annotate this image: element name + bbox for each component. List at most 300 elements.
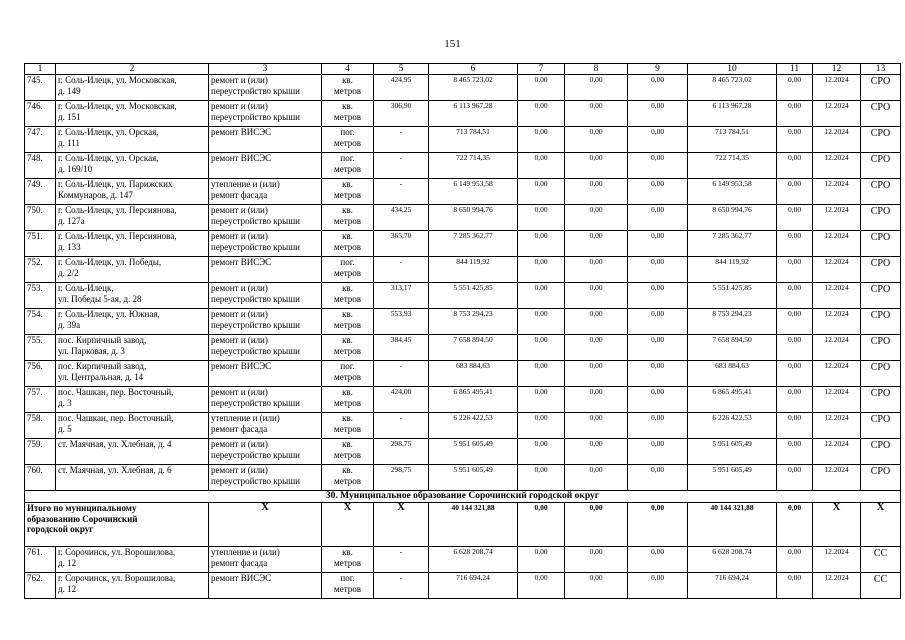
unit-cell-text: метров — [334, 557, 361, 568]
unit-cell-text: кв. — [342, 465, 353, 475]
other-cell-text: 0,00 — [787, 283, 802, 292]
area-cell-text: - — [399, 179, 403, 188]
row-number-cell-text: 753. — [27, 283, 43, 293]
regional-budget-cell — [565, 465, 628, 491]
table-row — [25, 231, 901, 257]
address-cell-text: д. 12 — [58, 557, 77, 568]
fund-cell — [518, 439, 565, 465]
address-cell-text: г. Сорочинск, ул. Ворошилова, — [58, 573, 176, 583]
address-cell — [56, 101, 209, 127]
total-cost-cell-text: 5 951 605,49 — [453, 465, 493, 474]
area-cell-text: 306,90 — [390, 101, 412, 110]
address-cell — [56, 231, 209, 257]
address-cell — [56, 283, 209, 309]
address-cell-text: д. 3 — [58, 397, 72, 408]
other-cell-text: 0,00 — [787, 257, 802, 266]
regional-budget-cell-text: 0,00 — [589, 413, 603, 422]
method-cell-text: СРО — [870, 154, 891, 165]
total-cost-cell-text: 6 226 422,53 — [453, 413, 493, 422]
table-row — [25, 153, 901, 179]
deadline-cell — [813, 309, 861, 335]
fund-cell — [518, 573, 565, 599]
address-cell — [56, 309, 209, 335]
regional-budget-cell-text: 0,00 — [589, 127, 603, 136]
total-cell: 40 144 321,88 — [429, 503, 518, 547]
row-number-cell-text: 745. — [27, 75, 43, 85]
unit-cell-text: кв. — [342, 335, 353, 345]
address-cell-text: ст. Маячная, ул. Хлебная, д. 6 — [58, 465, 172, 475]
owners-funds-cell-text: 5 951 605,49 — [712, 465, 752, 474]
fund-cell — [518, 179, 565, 205]
work-type-cell-text: ремонт и (или) — [211, 205, 268, 215]
table-row — [25, 205, 901, 231]
local-budget-cell — [628, 309, 688, 335]
deadline-cell — [813, 439, 861, 465]
other-cell — [777, 75, 813, 101]
fund-cell — [518, 465, 565, 491]
regional-budget-cell — [565, 361, 628, 387]
total-cell: X — [861, 503, 901, 547]
row-number-cell — [25, 205, 56, 231]
total-cost-cell — [429, 205, 518, 231]
row-number-cell-text: 755. — [27, 335, 43, 345]
work-type-cell — [209, 309, 322, 335]
work-type-cell — [209, 231, 322, 257]
area-cell-text: - — [399, 547, 403, 556]
regional-budget-cell-text: 0,00 — [589, 153, 603, 162]
method-cell-text: СРО — [870, 284, 891, 295]
total-cell: X — [209, 503, 322, 547]
work-type-cell-text: ремонт и (или) — [211, 387, 268, 397]
total-cost-cell-text: 6 113 967,28 — [453, 101, 493, 110]
address-cell-text: г. Сорочинск, ул. Ворошилова, — [58, 547, 176, 557]
owners-funds-cell — [688, 465, 777, 491]
method-cell — [861, 309, 901, 335]
method-cell — [861, 179, 901, 205]
deadline-cell-text: 12.2024 — [824, 205, 849, 214]
area-cell — [374, 547, 429, 573]
col-num: 12 — [813, 64, 861, 75]
fund-cell — [518, 127, 565, 153]
address-cell-text: пос. Кирпичный завод, — [58, 361, 147, 371]
row-number-cell — [25, 101, 56, 127]
deadline-cell — [813, 465, 861, 491]
local-budget-cell — [628, 387, 688, 413]
total-cost-cell — [429, 257, 518, 283]
local-budget-cell — [628, 231, 688, 257]
owners-funds-cell — [688, 439, 777, 465]
regional-budget-cell — [565, 439, 628, 465]
other-cell — [777, 205, 813, 231]
deadline-cell — [813, 387, 861, 413]
regional-budget-cell — [565, 257, 628, 283]
total-cost-cell-text: 8 650 994,76 — [453, 205, 493, 214]
work-type-cell-text: переустройство крыши — [211, 345, 300, 356]
unit-cell-text: метров — [334, 163, 361, 174]
area-cell — [374, 413, 429, 439]
method-cell-text: СРО — [870, 310, 891, 321]
total-cost-cell-text: 5 951 605,49 — [453, 439, 493, 448]
regional-budget-cell — [565, 547, 628, 573]
total-cell: 0,00 — [565, 503, 628, 547]
row-number-cell-text: 748. — [27, 153, 43, 163]
local-budget-cell — [628, 101, 688, 127]
unit-cell — [322, 361, 374, 387]
total-cost-cell — [429, 75, 518, 101]
other-cell-text: 0,00 — [787, 573, 802, 582]
work-type-cell-text: переустройство крыши — [211, 111, 300, 122]
col-num: 5 — [374, 64, 429, 75]
fund-cell-text: 0,00 — [534, 387, 548, 396]
owners-funds-cell-text: 7 285 362,77 — [712, 231, 752, 240]
unit-cell-text: метров — [334, 449, 361, 460]
work-type-cell-text: переустройство крыши — [211, 449, 300, 460]
deadline-cell-text: 12.2024 — [824, 257, 849, 266]
unit-cell — [322, 75, 374, 101]
fund-cell — [518, 231, 565, 257]
work-type-cell-text: ремонт фасада — [211, 423, 268, 434]
fund-cell-text: 0,00 — [534, 75, 548, 84]
owners-funds-cell — [688, 257, 777, 283]
col-num: 13 — [861, 64, 901, 75]
owners-funds-cell-text: 713 784,51 — [715, 127, 749, 136]
work-type-cell-text: ремонт ВИСЭС — [211, 153, 272, 163]
work-type-cell-text: ремонт и (или) — [211, 283, 268, 293]
method-cell — [861, 257, 901, 283]
owners-funds-cell-text: 844 119,92 — [715, 257, 749, 266]
table-body — [25, 64, 901, 599]
total-cost-cell-text: 716 694,24 — [456, 573, 490, 582]
address-cell — [56, 387, 209, 413]
regional-budget-cell-text: 0,00 — [589, 309, 603, 318]
work-type-cell — [209, 283, 322, 309]
area-cell — [374, 361, 429, 387]
address-cell-text: г. Соль-Илецк, ул. Московская, — [58, 101, 177, 111]
regional-budget-cell — [565, 573, 628, 599]
regional-budget-cell — [565, 413, 628, 439]
local-budget-cell — [628, 439, 688, 465]
total-cell: X — [322, 503, 374, 547]
total-label-line: городской округ — [27, 524, 94, 534]
owners-funds-cell-text: 716 694,24 — [715, 573, 749, 582]
area-cell-text: - — [399, 413, 403, 422]
other-cell-text: 0,00 — [787, 127, 802, 136]
unit-cell — [322, 179, 374, 205]
table-row — [25, 257, 901, 283]
total-cost-cell-text: 722 714,35 — [456, 153, 490, 162]
fund-cell — [518, 283, 565, 309]
area-cell — [374, 573, 429, 599]
owners-funds-cell — [688, 127, 777, 153]
section-header-row — [25, 491, 901, 503]
address-cell-text: ст. Маячная, ул. Хлебная, д. 4 — [58, 439, 172, 449]
work-type-cell-text: ремонт и (или) — [211, 439, 268, 449]
unit-cell — [322, 257, 374, 283]
unit-cell-text: метров — [334, 293, 361, 304]
other-cell — [777, 309, 813, 335]
col-num: 4 — [322, 64, 374, 75]
deadline-cell-text: 12.2024 — [824, 439, 849, 448]
row-number-cell — [25, 573, 56, 599]
method-cell-text: СРО — [870, 76, 891, 87]
other-cell — [777, 361, 813, 387]
unit-cell-text: метров — [334, 241, 361, 252]
work-type-cell-text: переустройство крыши — [211, 241, 300, 252]
deadline-cell-text: 12.2024 — [824, 127, 849, 136]
fund-cell-text: 0,00 — [534, 309, 548, 318]
address-cell — [56, 439, 209, 465]
method-cell — [861, 283, 901, 309]
local-budget-cell-text: 0,00 — [650, 257, 665, 266]
other-cell-text: 0,00 — [787, 335, 802, 344]
address-cell-text: г. Соль-Илецк, ул. Персиянова, — [58, 205, 177, 215]
local-budget-cell-text: 0,00 — [650, 387, 665, 396]
table-row — [25, 573, 901, 599]
local-budget-cell-text: 0,00 — [650, 153, 665, 162]
total-cost-cell — [429, 231, 518, 257]
work-type-cell — [209, 179, 322, 205]
total-cost-cell — [429, 127, 518, 153]
address-cell-text: д. 149 — [58, 85, 81, 96]
area-cell — [374, 465, 429, 491]
row-number-cell-text: 754. — [27, 309, 43, 319]
area-cell-text: 424,00 — [390, 387, 412, 396]
local-budget-cell-text: 0,00 — [650, 465, 665, 474]
unit-cell — [322, 439, 374, 465]
address-cell-text: г. Соль-Илецк, ул. Победы, — [58, 257, 162, 267]
unit-cell-text: метров — [334, 475, 361, 486]
unit-cell — [322, 153, 374, 179]
work-type-cell-text: утепление и (или) — [211, 413, 280, 423]
owners-funds-cell-text: 5 551 425,85 — [712, 283, 752, 292]
unit-cell-text: метров — [334, 85, 361, 96]
deadline-cell-text: 12.2024 — [824, 547, 849, 556]
address-cell — [56, 205, 209, 231]
area-cell — [374, 127, 429, 153]
other-cell-text: 0,00 — [787, 309, 802, 318]
deadline-cell-text: 12.2024 — [824, 283, 849, 292]
total-cost-cell — [429, 153, 518, 179]
total-cost-cell — [429, 547, 518, 573]
owners-funds-cell — [688, 75, 777, 101]
owners-funds-cell — [688, 153, 777, 179]
owners-funds-cell — [688, 205, 777, 231]
unit-cell — [322, 387, 374, 413]
other-cell — [777, 573, 813, 599]
unit-cell — [322, 309, 374, 335]
total-cost-cell — [429, 413, 518, 439]
other-cell-text: 0,00 — [787, 413, 802, 422]
method-cell — [861, 75, 901, 101]
table-row — [25, 309, 901, 335]
local-budget-cell — [628, 127, 688, 153]
work-type-cell — [209, 413, 322, 439]
deadline-cell — [813, 231, 861, 257]
row-number-cell — [25, 231, 56, 257]
method-cell-text: СРО — [870, 362, 891, 373]
fund-cell — [518, 75, 565, 101]
deadline-cell — [813, 413, 861, 439]
owners-funds-cell — [688, 387, 777, 413]
regional-budget-cell-text: 0,00 — [589, 179, 603, 188]
owners-funds-cell — [688, 413, 777, 439]
deadline-cell-text: 12.2024 — [824, 387, 849, 396]
unit-cell-text: пог. — [340, 257, 355, 267]
regional-budget-cell — [565, 335, 628, 361]
work-type-cell — [209, 205, 322, 231]
total-cost-cell — [429, 335, 518, 361]
fund-cell — [518, 413, 565, 439]
other-cell-text: 0,00 — [787, 387, 802, 396]
regional-budget-cell-text: 0,00 — [589, 205, 603, 214]
deadline-cell — [813, 179, 861, 205]
row-number-cell — [25, 257, 56, 283]
fund-cell — [518, 309, 565, 335]
row-number-cell-text: 756. — [27, 361, 43, 371]
regional-budget-cell-text: 0,00 — [589, 439, 603, 448]
total-cell: 0,00 — [777, 503, 813, 547]
col-num: 6 — [429, 64, 518, 75]
total-cost-cell-text: 6 149 953,58 — [453, 179, 493, 188]
unit-cell-text: метров — [334, 137, 361, 148]
local-budget-cell-text: 0,00 — [650, 547, 665, 556]
address-cell-text: д. 133 — [58, 241, 81, 252]
address-cell-text: г. Соль-Илецк, ул. Орская, — [58, 127, 159, 137]
col-num: 1 — [25, 64, 56, 75]
total-label-line: образованию Сорочинский — [27, 513, 138, 524]
total-cell: 40 144 321,88 — [688, 503, 777, 547]
unit-cell-text: кв. — [342, 75, 353, 85]
local-budget-cell — [628, 547, 688, 573]
total-cost-cell — [429, 439, 518, 465]
row-number-cell-text: 760. — [27, 465, 43, 475]
address-cell-text: д. 169/10 — [58, 163, 93, 174]
owners-funds-cell — [688, 179, 777, 205]
total-cost-cell — [429, 387, 518, 413]
local-budget-cell — [628, 153, 688, 179]
owners-funds-cell — [688, 573, 777, 599]
total-label — [25, 503, 209, 547]
area-cell-text: - — [399, 257, 403, 266]
regional-budget-cell-text: 0,00 — [589, 361, 603, 370]
work-type-cell-text: ремонт и (или) — [211, 335, 268, 345]
row-number-cell-text: 751. — [27, 231, 43, 241]
area-cell-text: 384,45 — [390, 335, 412, 344]
method-cell-text: СРО — [870, 414, 891, 425]
owners-funds-cell-text: 6 113 967,28 — [712, 101, 752, 110]
other-cell — [777, 465, 813, 491]
work-type-cell-text: ремонт ВИСЭС — [211, 573, 272, 583]
unit-cell-text: кв. — [342, 387, 353, 397]
other-cell — [777, 257, 813, 283]
regional-budget-cell — [565, 101, 628, 127]
local-budget-cell — [628, 335, 688, 361]
unit-cell-text: пог. — [340, 573, 355, 583]
total-cost-cell — [429, 179, 518, 205]
work-type-cell-text: ремонт и (или) — [211, 231, 268, 241]
owners-funds-cell — [688, 283, 777, 309]
unit-cell — [322, 231, 374, 257]
other-cell — [777, 231, 813, 257]
method-cell — [861, 153, 901, 179]
unit-cell-text: кв. — [342, 413, 353, 423]
row-number-cell — [25, 335, 56, 361]
owners-funds-cell-text: 6 865 495,41 — [712, 387, 752, 396]
work-type-cell-text: ремонт фасада — [211, 557, 268, 568]
total-cost-cell-text: 844 119,92 — [456, 257, 490, 266]
address-cell-text: д. 151 — [58, 111, 81, 122]
total-label-line: Итого по муниципальному — [27, 503, 137, 513]
local-budget-cell — [628, 283, 688, 309]
address-cell-text: ул. Парковая, д. 3 — [58, 345, 125, 356]
local-budget-cell-text: 0,00 — [650, 413, 665, 422]
local-budget-cell-text: 0,00 — [650, 309, 665, 318]
owners-funds-cell — [688, 547, 777, 573]
fund-cell — [518, 153, 565, 179]
other-cell — [777, 335, 813, 361]
work-type-cell-text: ремонт и (или) — [211, 101, 268, 111]
fund-cell-text: 0,00 — [534, 335, 548, 344]
method-cell — [861, 465, 901, 491]
table-row — [25, 547, 901, 573]
work-type-cell — [209, 75, 322, 101]
unit-cell-text: метров — [334, 583, 361, 594]
owners-funds-cell-text: 6 628 208,74 — [712, 547, 752, 556]
fund-cell-text: 0,00 — [534, 205, 548, 214]
address-cell-text: ул. Победы 5-ая, д. 28 — [58, 293, 142, 304]
unit-cell-text: пог. — [340, 361, 355, 371]
fund-cell-text: 0,00 — [534, 101, 548, 110]
work-type-cell-text: переустройство крыши — [211, 293, 300, 304]
deadline-cell-text: 12.2024 — [824, 465, 849, 474]
unit-cell-text: кв. — [342, 439, 353, 449]
local-budget-cell-text: 0,00 — [650, 75, 665, 84]
row-number-cell — [25, 179, 56, 205]
regional-budget-cell — [565, 231, 628, 257]
other-cell-text: 0,00 — [787, 153, 802, 162]
total-cost-cell-text: 8 753 294,23 — [453, 309, 493, 318]
deadline-cell-text: 12.2024 — [824, 309, 849, 318]
table-row — [25, 413, 901, 439]
method-cell-text: СРО — [870, 206, 891, 217]
deadline-cell-text: 12.2024 — [824, 101, 849, 110]
address-cell-text: д. 127а — [58, 215, 85, 226]
local-budget-cell — [628, 465, 688, 491]
total-row — [25, 503, 901, 547]
address-cell — [56, 573, 209, 599]
fund-cell-text: 0,00 — [534, 153, 548, 162]
unit-cell-text: кв. — [342, 283, 353, 293]
other-cell — [777, 101, 813, 127]
total-cost-cell-text: 8 465 723,02 — [453, 75, 493, 84]
fund-cell-text: 0,00 — [534, 573, 548, 582]
fund-cell-text: 0,00 — [534, 465, 548, 474]
other-cell — [777, 179, 813, 205]
work-type-cell-text: переустройство крыши — [211, 319, 300, 330]
address-cell — [56, 153, 209, 179]
address-cell — [56, 257, 209, 283]
work-type-cell-text: переустройство крыши — [211, 475, 300, 486]
other-cell-text: 0,00 — [787, 547, 802, 556]
method-cell — [861, 335, 901, 361]
address-cell — [56, 179, 209, 205]
local-budget-cell-text: 0,00 — [650, 127, 665, 136]
regional-budget-cell — [565, 179, 628, 205]
total-cost-cell — [429, 101, 518, 127]
work-type-cell — [209, 387, 322, 413]
regional-budget-cell-text: 0,00 — [589, 75, 603, 84]
owners-funds-cell-text: 6 149 953,58 — [712, 179, 752, 188]
